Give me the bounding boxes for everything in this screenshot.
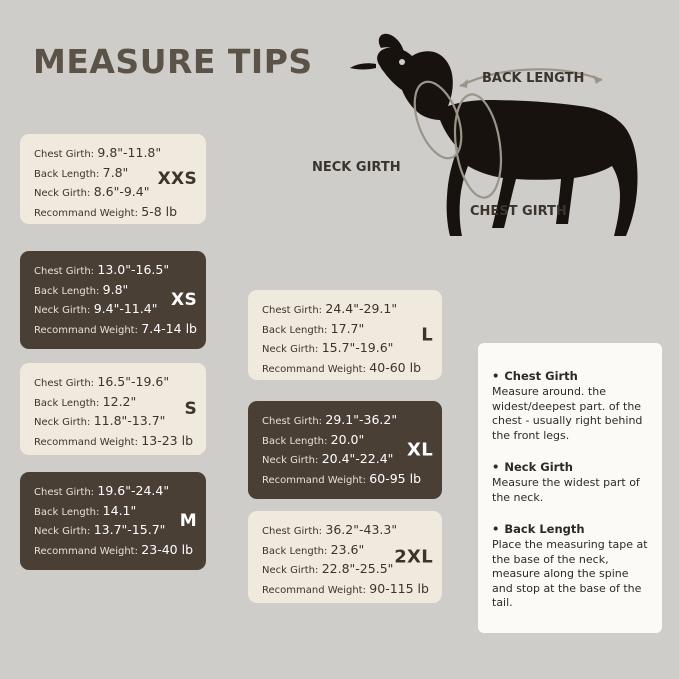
- row-neck-girth: Neck Girth: 20.4"-22.4": [262, 451, 394, 466]
- row-neck-girth: Neck Girth: 22.8"-25.5": [262, 561, 394, 576]
- size-badge: XL: [407, 439, 433, 461]
- size-card-lines: [34, 482, 193, 560]
- note-title: • Back Length: [492, 522, 648, 536]
- page-title: MEASURE TIPS: [33, 42, 313, 81]
- size-card-lines: [34, 373, 193, 451]
- size-card-xs: [20, 251, 206, 349]
- note-title: • Chest Girth: [492, 369, 648, 383]
- row-chest-girth: Chest Girth: 16.5"-19.6": [34, 374, 170, 389]
- size-badge: 2XL: [394, 546, 433, 568]
- row-chest-girth: Chest Girth: 24.4"-29.1": [262, 301, 398, 316]
- row-chest-girth: Chest Girth: 13.0"-16.5": [34, 262, 170, 277]
- row-neck-girth: Neck Girth: 13.7"-15.7": [34, 522, 166, 537]
- note-body: Place the measuring tape at the base of the neck, measure along the spine and stop at the base of the tail.: [492, 538, 648, 609]
- row-back-length: Back Length: 14.1": [34, 502, 137, 518]
- row-neck-girth: Neck Girth: 15.7"-19.6": [262, 340, 394, 355]
- row-recommend-weight: Recommand Weight: 7.4-14 lb: [34, 320, 197, 336]
- row-back-length: Back Length: 9.8": [34, 281, 129, 297]
- size-card-xl: [248, 401, 442, 499]
- row-back-length: Back Length: 20.0": [262, 431, 365, 447]
- row-neck-girth: Neck Girth: 8.6"-9.4": [34, 184, 150, 199]
- row-recommend-weight: Recommand Weight: 5-8 lb: [34, 203, 178, 219]
- size-card-s: [20, 363, 206, 455]
- row-chest-girth: Chest Girth: 9.8"-11.8": [34, 145, 162, 160]
- size-card-lines: [262, 300, 421, 378]
- size-card-xxs: [20, 134, 206, 224]
- size-badge: M: [179, 511, 197, 531]
- size-badge: XXS: [157, 169, 197, 189]
- row-recommend-weight: Recommand Weight: 90-115 lb: [262, 580, 429, 596]
- row-recommend-weight: Recommand Weight: 60-95 lb: [262, 470, 421, 486]
- note-body: Measure the widest part of the neck.: [492, 476, 640, 504]
- row-recommend-weight: Recommand Weight: 23-40 lb: [34, 541, 193, 557]
- row-neck-girth: Neck Girth: 11.8"-13.7": [34, 413, 166, 428]
- row-chest-girth: Chest Girth: 29.1"-36.2": [262, 412, 398, 427]
- measuring-instructions-panel: [478, 343, 662, 633]
- note-back-length: [492, 522, 648, 611]
- row-neck-girth: Neck Girth: 9.4"-11.4": [34, 301, 158, 316]
- size-badge: L: [421, 324, 433, 346]
- dog-illustration: [340, 28, 679, 273]
- size-card-m: [20, 472, 206, 570]
- measurement-guides: [340, 28, 679, 273]
- row-back-length: Back Length: 23.6": [262, 541, 365, 557]
- size-badge: XS: [171, 290, 197, 310]
- row-chest-girth: Chest Girth: 36.2"-43.3": [262, 522, 398, 537]
- diagram-label-chest-girth: CHEST GIRTH: [470, 204, 567, 219]
- note-title: • Neck Girth: [492, 460, 648, 474]
- note-chest-girth: [492, 369, 648, 443]
- note-body: Measure around. the widest/deepest part. of the chest - usually right behind the front legs.: [492, 385, 643, 442]
- diagram-label-back-length: BACK LENGTH: [482, 71, 585, 86]
- row-recommend-weight: Recommand Weight: 40-60 lb: [262, 359, 421, 375]
- row-back-length: Back Length: 7.8": [34, 164, 129, 180]
- size-card-2xl: [248, 511, 442, 603]
- row-back-length: Back Length: 12.2": [34, 393, 137, 409]
- row-chest-girth: Chest Girth: 19.6"-24.4": [34, 483, 170, 498]
- diagram-label-neck-girth: NECK GIRTH: [312, 160, 401, 175]
- row-back-length: Back Length: 17.7": [262, 320, 365, 336]
- note-neck-girth: [492, 460, 648, 505]
- size-badge: S: [184, 399, 197, 419]
- row-recommend-weight: Recommand Weight: 13-23 lb: [34, 432, 193, 448]
- size-card-l: [248, 290, 442, 380]
